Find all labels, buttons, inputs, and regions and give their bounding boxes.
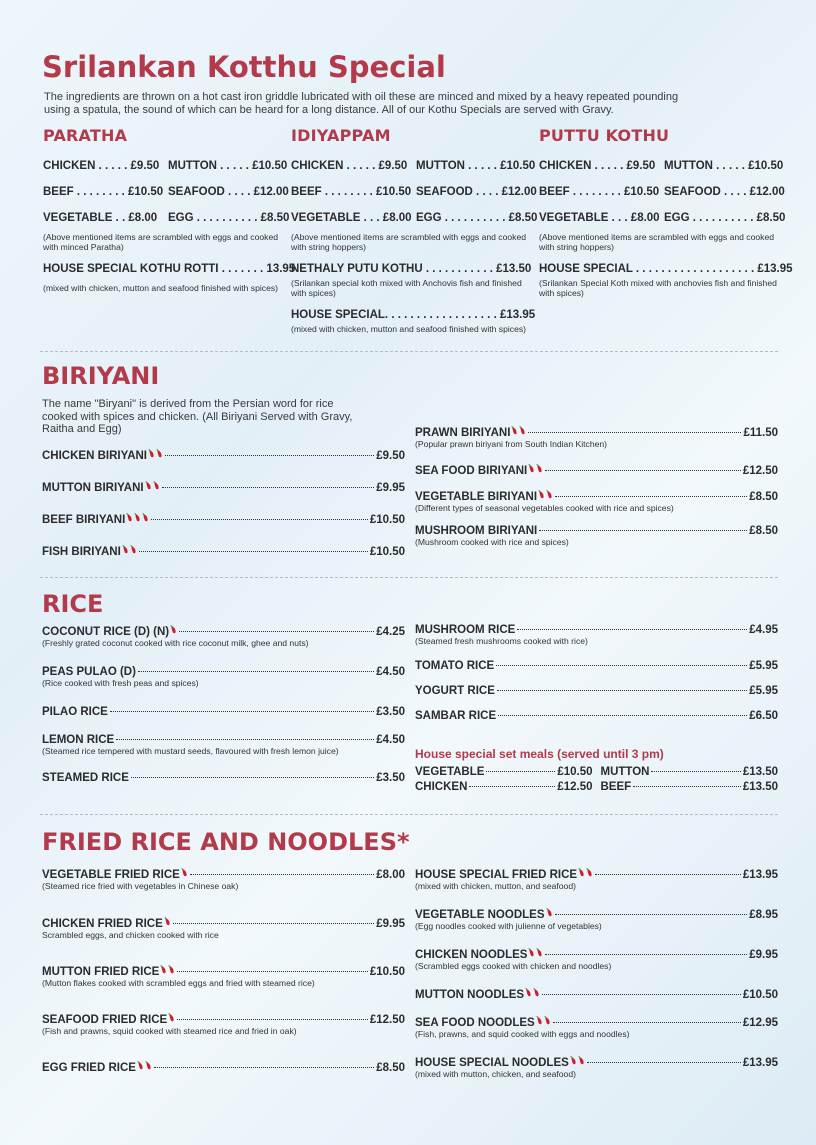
dot-leader bbox=[116, 739, 374, 740]
menu-item-desc: (Freshly grated coconut cooked with rice coconut milk, ghee and nuts) bbox=[42, 638, 309, 648]
menu-item-row bbox=[415, 525, 778, 537]
menu-item-row bbox=[415, 947, 778, 961]
menu-item bbox=[42, 480, 405, 494]
menu-item-name: LEMON RICE bbox=[42, 734, 115, 746]
menu-item bbox=[415, 1055, 778, 1079]
chili-pepper-icon bbox=[544, 1015, 551, 1026]
menu-item-desc: (Rice cooked with fresh peas and spices) bbox=[42, 678, 199, 688]
fried-right-list bbox=[415, 867, 778, 1079]
menu-item-row bbox=[42, 867, 405, 881]
chili-pepper-icon bbox=[586, 867, 593, 878]
chili-pepper-icon bbox=[130, 544, 137, 555]
idiyappam-note bbox=[291, 232, 526, 252]
chili-pepper-icon bbox=[546, 489, 553, 500]
menu-item-row bbox=[415, 1015, 778, 1029]
menu-item-name: EGG FRIED RICE bbox=[42, 1062, 136, 1074]
kotthu-title: Srilankan Kotthu Special bbox=[42, 50, 446, 84]
menu-item-price: £10.50 bbox=[369, 966, 405, 978]
dot-leader bbox=[469, 786, 555, 787]
menu-item-row bbox=[415, 489, 778, 503]
puttu-note bbox=[539, 232, 774, 252]
menu-item-price: £6.50 bbox=[749, 710, 778, 722]
chili-pepper-icon bbox=[137, 1060, 144, 1071]
dot-leader bbox=[528, 432, 741, 433]
set-meal-item bbox=[415, 781, 593, 793]
menu-item-row bbox=[42, 1012, 405, 1026]
dot-leader bbox=[177, 1019, 368, 1020]
menu-item bbox=[42, 772, 405, 784]
menu-item-name: CHICKEN FRIED RICE bbox=[42, 918, 163, 930]
menu-item-price: £3.50 bbox=[376, 706, 405, 718]
chili-pepper-icon bbox=[528, 463, 535, 474]
kotthu-intro-line: The ingredients are thrown on a hot cast iron griddle lubricated with oil these are minced and mixed by a heavy repeated pounding bbox=[44, 91, 679, 103]
dot-leader bbox=[498, 715, 747, 716]
puttu-note-line: (Above mentioned items are scrambled with eggs and cooked bbox=[539, 232, 775, 242]
paratha-note bbox=[43, 232, 278, 252]
menu-item-price: £8.95 bbox=[749, 909, 778, 921]
menu-item-row bbox=[42, 772, 405, 784]
menu-item-price: £8.50 bbox=[749, 491, 778, 503]
menu-item-row bbox=[42, 1060, 405, 1074]
idiyappam-house-special: HOUSE SPECIAL. . . . . . . . . . . . . . . . . . £13.95 bbox=[291, 309, 536, 321]
menu-item-price: £9.95 bbox=[376, 482, 405, 494]
dot-leader bbox=[555, 496, 747, 497]
dot-leader bbox=[542, 994, 741, 995]
puttu-seafood: SEAFOOD . . . . £12.00 bbox=[664, 186, 785, 198]
menu-item-row bbox=[415, 463, 778, 477]
menu-item bbox=[42, 734, 405, 756]
dot-leader bbox=[553, 1022, 741, 1023]
menu-item-name: PILAO RICE bbox=[42, 706, 108, 718]
menu-item bbox=[415, 660, 778, 672]
menu-item bbox=[415, 685, 778, 697]
dot-leader bbox=[177, 971, 367, 972]
dot-leader bbox=[138, 671, 374, 672]
idiyappam-heading: IDIYAPPAM bbox=[291, 126, 391, 145]
menu-item-price: £12.50 bbox=[742, 465, 778, 477]
menu-item-price: £12.50 bbox=[369, 1014, 405, 1026]
menu-item-row bbox=[42, 512, 405, 526]
menu-item bbox=[42, 1012, 405, 1036]
set-meals-grid bbox=[415, 766, 778, 793]
menu-item-name: HOUSE SPECIAL NOODLES bbox=[415, 1057, 569, 1069]
menu-item-desc: (Mutton flakes cooked with scrambled eggs and fried with steamed rice) bbox=[42, 978, 315, 988]
dot-leader bbox=[131, 777, 374, 778]
menu-item-row bbox=[415, 660, 778, 672]
menu-item-name: SEA FOOD BIRIYANI bbox=[415, 465, 528, 477]
dot-leader bbox=[633, 786, 741, 787]
chili-pepper-icon bbox=[142, 512, 149, 523]
dot-leader bbox=[595, 874, 741, 875]
section-divider bbox=[40, 814, 778, 815]
menu-item-price: £4.50 bbox=[376, 666, 405, 678]
menu-item bbox=[415, 624, 778, 646]
menu-item-desc: (mixed with chicken, mutton, and seafood) bbox=[415, 881, 576, 891]
menu-item-row bbox=[415, 1055, 778, 1069]
menu-item bbox=[42, 867, 405, 891]
chili-pepper-icon bbox=[145, 480, 152, 491]
dot-leader bbox=[165, 455, 374, 456]
idiyappam-nethaly-desc-line: with spices) bbox=[291, 288, 336, 298]
menu-item bbox=[415, 987, 778, 1001]
chili-pepper-icon bbox=[148, 448, 155, 459]
dot-leader bbox=[179, 631, 374, 632]
rice-left-list bbox=[42, 624, 405, 784]
menu-item-desc: (Steamed rice fried with vegetables in Chinese oak) bbox=[42, 881, 239, 891]
menu-item-row bbox=[42, 624, 405, 638]
menu-item-price: £8.00 bbox=[376, 869, 405, 881]
set-meal-item bbox=[415, 766, 593, 778]
chili-pepper-icon bbox=[536, 463, 543, 474]
menu-item-row bbox=[415, 867, 778, 881]
menu-item-name: HOUSE SPECIAL FRIED RICE bbox=[415, 869, 578, 881]
idiyappam-note-line: with string hoppers) bbox=[291, 242, 366, 252]
menu-item-name: MUTTON BIRIYANI bbox=[42, 482, 144, 494]
paratha-chicken: CHICKEN . . . . . £9.50 bbox=[43, 160, 160, 172]
menu-item bbox=[415, 463, 778, 477]
puttu-vegetable: VEGETABLE . . . £8.00 bbox=[539, 212, 660, 224]
puttu-house-special: HOUSE SPECIAL . . . . . . . . . . . . . . . . . . . £13.95 bbox=[539, 263, 793, 275]
menu-item-price: £5.95 bbox=[749, 685, 778, 697]
menu-item-row bbox=[42, 706, 405, 718]
menu-item-desc: (Fish, prawns, and squid cooked with eggs and noodles) bbox=[415, 1029, 630, 1039]
menu-item-name: MUTTON NOODLES bbox=[415, 989, 525, 1001]
dot-leader bbox=[486, 771, 555, 772]
menu-item bbox=[42, 512, 405, 526]
idiyappam-house-desc: (mixed with chicken, mutton and seafood finished with spices) bbox=[291, 324, 527, 334]
menu-item-price: £9.95 bbox=[749, 949, 778, 961]
chili-pepper-icon bbox=[536, 1015, 543, 1026]
biriyani-intro-line: The name "Biryani" is derived from the Persian word for rice bbox=[42, 398, 334, 410]
chili-pepper-icon bbox=[578, 867, 585, 878]
menu-item-name: STEAMED RICE bbox=[42, 772, 129, 784]
chili-pepper-icon bbox=[538, 489, 545, 500]
chili-pepper-icon bbox=[168, 964, 175, 975]
dot-leader bbox=[587, 1062, 741, 1063]
chili-pepper-icon bbox=[160, 964, 167, 975]
dot-leader bbox=[190, 874, 374, 875]
rice-title: RICE bbox=[42, 590, 104, 618]
menu-item bbox=[42, 706, 405, 718]
menu-item-name: MUSHROOM BIRIYANI bbox=[415, 525, 538, 537]
chili-pepper-icon bbox=[156, 448, 163, 459]
set-meal-item bbox=[601, 766, 779, 778]
section-divider bbox=[40, 577, 778, 578]
idiyappam-vegetable: VEGETABLE . . . £8.00 bbox=[291, 212, 412, 224]
dot-leader bbox=[151, 519, 368, 520]
menu-item-name: SEAFOOD FRIED RICE bbox=[42, 1014, 168, 1026]
dot-leader bbox=[545, 954, 747, 955]
dot-leader bbox=[162, 487, 375, 488]
set-meal-price: £13.50 bbox=[742, 781, 778, 793]
puttu-house-desc bbox=[539, 278, 777, 298]
fried-title: FRIED RICE AND NOODLES* bbox=[42, 828, 410, 856]
menu-item-price: £8.50 bbox=[749, 525, 778, 537]
set-meal-price: £10.50 bbox=[557, 766, 593, 778]
puttu-house-desc-line: (Srilankan Special Koth mixed with anchovies fish and finished bbox=[539, 278, 777, 288]
menu-item-desc: (Popular prawn biriyani from South Indian Kitchen) bbox=[415, 439, 608, 449]
dot-leader bbox=[651, 771, 740, 772]
puttu-house-desc-line: with spices) bbox=[539, 288, 584, 298]
menu-item-name: MUSHROOM RICE bbox=[415, 624, 516, 636]
menu-item-name: CHICKEN BIRIYANI bbox=[42, 450, 148, 462]
menu-item-row bbox=[415, 425, 778, 439]
chili-pepper-icon bbox=[578, 1055, 585, 1066]
menu-item bbox=[42, 624, 405, 648]
chili-pepper-icon bbox=[570, 1055, 577, 1066]
paratha-note-line: with minced Paratha) bbox=[43, 242, 124, 252]
menu-item-price: £10.50 bbox=[742, 989, 778, 1001]
menu-item-name: VEGETABLE BIRIYANI bbox=[415, 491, 538, 503]
menu-item bbox=[415, 867, 778, 891]
menu-item-name: YOGURT RICE bbox=[415, 685, 495, 697]
menu-item bbox=[42, 544, 405, 558]
menu-item-name: MUTTON FRIED RICE bbox=[42, 966, 160, 978]
dot-leader bbox=[139, 551, 368, 552]
section-divider bbox=[40, 351, 778, 352]
menu-item-row bbox=[42, 480, 405, 494]
menu-item-row bbox=[42, 734, 405, 746]
menu-item bbox=[415, 425, 778, 449]
menu-item-row bbox=[415, 987, 778, 1001]
paratha-vegetable: VEGETABLE . . £8.00 bbox=[43, 212, 158, 224]
paratha-seafood: SEAFOOD . . . . £12.00 bbox=[168, 186, 289, 198]
chili-pepper-icon bbox=[168, 1012, 175, 1023]
biriyani-intro bbox=[42, 398, 402, 436]
menu-item-desc: Scrambled eggs, and chicken cooked with rice bbox=[42, 930, 219, 940]
chili-pepper-icon bbox=[122, 544, 129, 555]
menu-item bbox=[42, 916, 405, 940]
paratha-beef: BEEF . . . . . . . . £10.50 bbox=[43, 186, 164, 198]
menu-item-row bbox=[42, 448, 405, 462]
menu-item-price: £10.50 bbox=[369, 514, 405, 526]
biriyani-intro-line: cooked with spices and chicken. (All Biriyani Served with Gravy, bbox=[42, 410, 353, 423]
puttu-chicken: CHICKEN . . . . . £9.50 bbox=[539, 160, 656, 172]
menu-item-name: CHICKEN NOODLES bbox=[415, 949, 528, 961]
chili-pepper-icon bbox=[546, 907, 553, 918]
dot-leader bbox=[497, 690, 747, 691]
set-meal-name: VEGETABLE bbox=[415, 766, 485, 778]
idiyappam-nethaly-desc-line: (Srilankan special koth mixed with Anchovis fish and finished bbox=[291, 278, 522, 288]
menu-item bbox=[415, 1015, 778, 1039]
dot-leader bbox=[496, 665, 747, 666]
menu-item bbox=[42, 964, 405, 988]
chili-pepper-icon bbox=[126, 512, 133, 523]
dot-leader bbox=[173, 923, 374, 924]
biriyani-title: BIRIYANI bbox=[42, 362, 160, 390]
menu-item-price: £5.95 bbox=[749, 660, 778, 672]
kotthu-intro-line: using a spatula, the sound of which can be heard for a long distance. All of our Kothu Specials are served with Gravy. bbox=[44, 103, 614, 116]
idiyappam-mutton: MUTTON . . . . . £10.50 bbox=[416, 160, 536, 172]
puttu-egg: EGG . . . . . . . . . . £8.50 bbox=[664, 212, 786, 224]
idiyappam-egg: EGG . . . . . . . . . . £8.50 bbox=[416, 212, 538, 224]
chili-pepper-icon bbox=[134, 512, 141, 523]
menu-item-desc: (Steamed rice tempered with mustard seeds, flavoured with fresh lemon juice) bbox=[42, 746, 339, 756]
menu-item-price: £4.95 bbox=[749, 624, 778, 636]
idiyappam-beef: BEEF . . . . . . . . £10.50 bbox=[291, 186, 412, 198]
menu-item-name: FISH BIRIYANI bbox=[42, 546, 121, 558]
menu-item-name: SEA FOOD NOODLES bbox=[415, 1017, 535, 1029]
menu-item bbox=[415, 489, 778, 513]
menu-item-name: VEGETABLE FRIED RICE bbox=[42, 869, 180, 881]
set-meal-price: £12.50 bbox=[557, 781, 593, 793]
puttu-beef: BEEF . . . . . . . . £10.50 bbox=[539, 186, 660, 198]
biriyani-left-list bbox=[42, 448, 405, 558]
menu-item-name: PEAS PULAO (D) bbox=[42, 666, 136, 678]
menu-item-price: £12.95 bbox=[742, 1017, 778, 1029]
menu-item bbox=[415, 710, 778, 722]
dot-leader bbox=[110, 711, 374, 712]
menu-item-price: £10.50 bbox=[369, 546, 405, 558]
dot-leader bbox=[545, 470, 741, 471]
menu-item-row bbox=[42, 964, 405, 978]
menu-item-price: £13.95 bbox=[742, 869, 778, 881]
menu-item-desc: (Egg noodles cooked with julienne of vegetables) bbox=[415, 921, 602, 931]
chili-pepper-icon bbox=[533, 987, 540, 998]
menu-item-price: £4.25 bbox=[376, 626, 405, 638]
paratha-egg: EGG . . . . . . . . . . £8.50 bbox=[168, 212, 290, 224]
chili-pepper-icon bbox=[164, 916, 171, 927]
menu-item bbox=[415, 907, 778, 931]
fried-left-list bbox=[42, 867, 405, 1074]
menu-item-name: BEEF BIRIYANI bbox=[42, 514, 126, 526]
set-meals-title: House special set meals (served until 3 pm) bbox=[415, 747, 664, 761]
chili-pepper-icon bbox=[170, 624, 177, 635]
menu-item-row bbox=[415, 907, 778, 921]
puttu-heading: PUTTU KOTHU bbox=[539, 126, 670, 145]
set-meal-name: MUTTON bbox=[600, 766, 650, 778]
chili-pepper-icon bbox=[153, 480, 160, 491]
menu-item bbox=[42, 666, 405, 688]
dot-leader bbox=[555, 914, 748, 915]
paratha-heading: PARATHA bbox=[43, 126, 128, 145]
menu-item-name: SAMBAR RICE bbox=[415, 710, 497, 722]
menu-item-desc: (Mushroom cooked with rice and spices) bbox=[415, 537, 569, 547]
paratha-mutton: MUTTON . . . . . £10.50 bbox=[168, 160, 288, 172]
set-meal-name: BEEF bbox=[600, 781, 632, 793]
menu-item-desc: (Different types of seasonal vegetables cooked with rice and spices) bbox=[415, 503, 674, 513]
idiyappam-note-line: (Above mentioned items are scrambled with eggs and cooked bbox=[291, 232, 527, 242]
menu-item-price: £11.50 bbox=[743, 427, 778, 439]
menu-item bbox=[42, 1060, 405, 1074]
menu-item-price: £9.50 bbox=[376, 450, 405, 462]
paratha-house-special: HOUSE SPECIAL KOTHU ROTTI . . . . . . . 13.95 bbox=[43, 263, 296, 275]
menu-item-row bbox=[415, 624, 778, 636]
set-meal-price: £13.50 bbox=[742, 766, 778, 778]
idiyappam-seafood: SEAFOOD . . . . £12.00 bbox=[416, 186, 537, 198]
menu-item-row bbox=[42, 544, 405, 558]
menu-item-price: £3.50 bbox=[376, 772, 405, 784]
set-meal-name: CHICKEN bbox=[415, 781, 468, 793]
puttu-mutton: MUTTON . . . . . £10.50 bbox=[664, 160, 784, 172]
menu-item-name: VEGETABLE NOODLES bbox=[415, 909, 545, 921]
idiyappam-nethaly: NETHALY PUTU KOTHU . . . . . . . . . . . £13.50 bbox=[291, 263, 532, 275]
set-meal-item bbox=[601, 781, 779, 793]
biriyani-intro-line: Raitha and Egg) bbox=[42, 423, 122, 435]
menu-item-name: COCONUT RICE (D) (N) bbox=[42, 626, 170, 638]
chili-pepper-icon bbox=[519, 425, 526, 436]
menu-item-name: PRAWN BIRIYANI bbox=[415, 427, 511, 439]
menu-item-price: £4.50 bbox=[376, 734, 405, 746]
dot-leader bbox=[539, 530, 747, 531]
kotthu-intro bbox=[44, 91, 784, 116]
dot-leader bbox=[517, 629, 747, 630]
paratha-note-line: (Above mentioned items are scrambled with eggs and cooked bbox=[43, 232, 279, 242]
menu-item-row bbox=[42, 666, 405, 678]
menu-item bbox=[415, 947, 778, 971]
chili-pepper-icon bbox=[528, 947, 535, 958]
biriyani-right-list bbox=[415, 425, 778, 547]
menu-item-price: £9.95 bbox=[376, 918, 405, 930]
chili-pepper-icon bbox=[536, 947, 543, 958]
menu-item-row bbox=[42, 916, 405, 930]
menu-item-desc: (Steamed fresh mushrooms cooked with rice) bbox=[415, 636, 588, 646]
menu-item bbox=[415, 525, 778, 547]
menu-item-name: TOMATO RICE bbox=[415, 660, 495, 672]
chili-pepper-icon bbox=[511, 425, 518, 436]
chili-pepper-icon bbox=[525, 987, 532, 998]
menu-item bbox=[42, 448, 405, 462]
menu-item-price: £13.95 bbox=[742, 1057, 778, 1069]
rice-right-list bbox=[415, 624, 778, 722]
menu-item-desc: (Scrambled eggs cooked with chicken and noodles) bbox=[415, 961, 612, 971]
paratha-house-desc: (mixed with chicken, mutton and seafood finished with spices) bbox=[43, 283, 279, 293]
menu-item-desc: (Fish and prawns, squid cooked with steamed rice and fried in oak) bbox=[42, 1026, 297, 1036]
menu-item-desc: (mixed with mutton, chicken, and seafood) bbox=[415, 1069, 576, 1079]
menu-item-price: £8.50 bbox=[376, 1062, 405, 1074]
menu-item-row bbox=[415, 710, 778, 722]
puttu-note-line: with string hoppers) bbox=[539, 242, 614, 252]
dot-leader bbox=[154, 1067, 374, 1068]
idiyappam-nethaly-desc bbox=[291, 278, 522, 298]
menu-item-row bbox=[415, 685, 778, 697]
chili-pepper-icon bbox=[181, 867, 188, 878]
idiyappam-chicken: CHICKEN . . . . . £9.50 bbox=[291, 160, 408, 172]
chili-pepper-icon bbox=[145, 1060, 152, 1071]
